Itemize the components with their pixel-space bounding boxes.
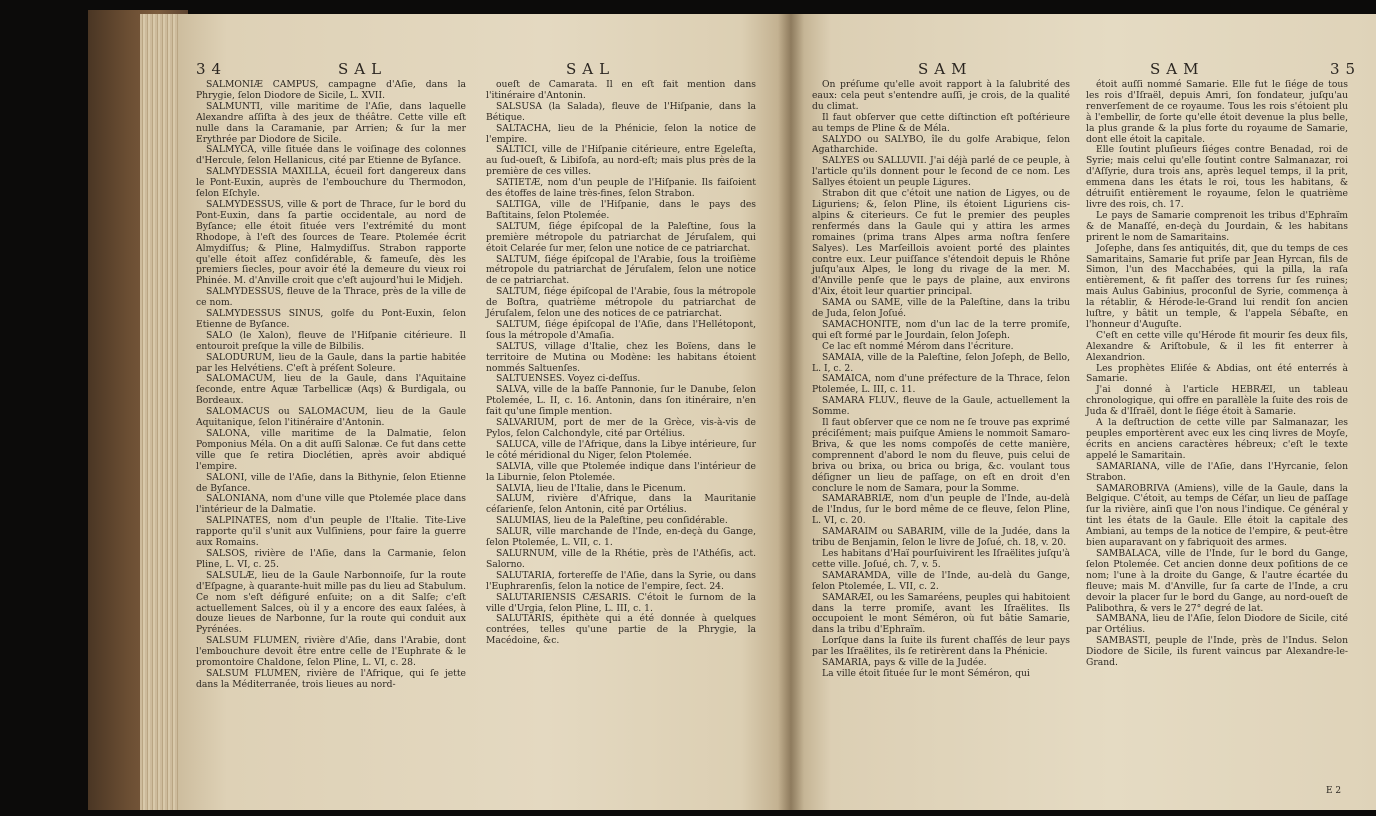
entry-paragraph: SALMYDESSUS SINUS, golfe du Pont-Euxin, ſelon Etienne de Byſance. [196, 308, 466, 330]
entry-paragraph: SALSUM FLUMEN, rivière de l'Afrique, qui ſe jette dans la Méditerranée, trois lieues au nord- [196, 667, 466, 690]
entry-paragraph: Lorſque dans la ſuite ils furent chaſſés de leur pays par les Iſraëlites, ils ſe retirèrent dans la Phénicie. [812, 635, 1070, 658]
entry-paragraph: J'ai donné à l'article HEBRÆI, un tableau chronologique, qui offre en parallèle la ſuite des rois de Juda & d'Iſraël, dont le ſiége étoit à Samarie. [1086, 384, 1348, 418]
entry-paragraph: SALMUNTI, ville maritime de l'Aſie, dans laquelle Alexandre aſſiſta à des jeux de théâtre. Cette ville eſt nulle dans la Caramanie, par Arrien; & ſur la mer Erythrée par Diodore de Sicile. [196, 100, 466, 145]
entry-paragraph: Joſephe, dans ſes antiquités, dit, que du temps de ces Samaritains, Samarie fut priſe par Jean Hyrcan, fils de Simon, l'un des Macchabées, qui la pilla, la raſa entièrement, & fit paſſer des torrens ſur ſes ruines; mais Aulus Gabinius, proconſul de Syrie, commença à la rétablir, & Hérode-le-Grand lui rendit ſon ancien luſtre, y bâtit un temple, & l'appela Sébaſte, en l'honneur d'Auguſte. [1086, 242, 1348, 330]
entry-paragraph: Il faut obſerver que cette diſtinction eſt poſtérieure au temps de Pline & de Méla. [812, 111, 1070, 134]
entry-paragraph: SAMARAIM ou SABARIM, ville de la Judée, dans la tribu de Benjamin, ſelon le livre de Joſué, ch. 18, v. 20. [812, 526, 1070, 549]
entry-paragraph: SALTUM, ſiége épiſcopal de la Paleſtine, ſous la première métropole du patriarchat de Jéruſalem, qui étoit Celarée ſur mer, ſelon une notice de ce patriarchat. [486, 220, 756, 254]
entry-paragraph: SALSULÆ, lieu de la Gaule Narbonnoiſe, ſur la route d'Eſpagne, à quarante-huit mille pas du lieu ad Stabulum. Ce nom s'eſt défiguré enſuite; on a dit Salſe; c'eſt actuellement Salces, où il y a encore des eaux ſalées, à douze lieues de Narbonne, ſur la route qui conduit aux Pyrénées. [196, 569, 466, 636]
entry-paragraph: SAMARIA, pays & ville de la Judée. [822, 657, 987, 669]
entry-paragraph: SAMARAMDA, ville de l'Inde, au-delà du Gange, ſelon Ptolemée, L. VII, c. 2. [812, 569, 1070, 592]
entry-paragraph: SAMAIA, ville de la Paleſtine, ſelon Joſeph, de Bello, L. I, c. 2. [812, 351, 1070, 374]
right-page-number: 35 [1330, 60, 1362, 78]
right-header-left: SAM [918, 60, 973, 78]
entry-paragraph: étoit auſſi nommé Samarie. Elle fut le ſiége de tous les rois d'Iſraël, depuis Amri, ſon fondateur, juſqu'au renverſement de ce royaume. Tous les rois s'étoient plu à l'embellir, de ſorte qu'elle étoit devenue la plus belle, la plus grande & la plus forte du royaume de Samarie, dont elle étoit la capitale. [1086, 79, 1348, 145]
entry-paragraph: SALTUM, ſiége épiſcopal de l'Arabie, ſous la métropole de Boſtra, quatrième métropole du patriarchat de Jéruſalem, ſelon une des notices de ce patriarchat. [486, 286, 756, 320]
entry-paragraph: SALTACHA, lieu de la Phénicie, ſelon la notice de l'empire. [486, 122, 756, 145]
entry-paragraph: SALOMACUM, lieu de la Gaule, dans l'Aquitaine ſeconde, entre Aquæ Tarbellicæ (Aqs) & Burdigala, ou Bordeaux. [196, 373, 466, 407]
entry-paragraph: SALUCA, ville de l'Afrique, dans la Libye intérieure, ſur le côté méridional du Niger, ſelon Ptolemée. [486, 438, 756, 461]
entry-paragraph: SALMONIÆ CAMPUS, campagne d'Aſie, dans la Phrygie, ſelon Diodore de Sicile, L. XVII. [196, 79, 466, 101]
entry-paragraph: Strabon dit que c'étoit une nation de Ligyes, ou de Liguriens; &, ſelon Pline, ils étoient Liguriens cis-alpins & citerieurs. Ce fut le premier des peuples renfermés dans la Gaule qui y attira les armes romaines (prima trans Alpes arma noſtra ſenſere Salyes). Les Marſeillois avoient porté des plaintes contre eux. Leur puiſſance s'étendoit depuis le Rhône juſqu'aux Alpes, le long du rivage de la mer. M. d'Anville penſe que le pays de plaine, aux environs d'Aix, étoit leur quartier principal. [812, 188, 1070, 298]
entry-paragraph: SALUTARIS, épithète qui a été donnée à quelques contrées, telles qu'une partie de la Phrygie, la Macédoine, &c. [486, 613, 756, 647]
entry-paragraph: SALTICI, ville de l'Hiſpanie citérieure, entre Egeleſta, au ſud-oueſt, & Libiſoſa, au nord-eſt; mais plus près de la première de ces villes. [486, 144, 756, 178]
entry-paragraph: SALONIANA, nom d'une ville que Ptolemée place dans l'intérieur de la Dalmatie. [196, 493, 466, 516]
entry-paragraph: SAMBALACA, ville de l'Inde, ſur le bord du Gange, ſelon Ptolemée. Cet ancien donne deux poſitions de ce nom; l'une à la droite du Gange, & l'autre écartée du fleuve; mais M. d'Anville, ſur ſa carte de l'Inde, a cru devoir la placer ſur le bord du Gange, au nord-oueſt de Palibothra, & vers le 27° degré de lat. [1086, 547, 1348, 614]
entry-paragraph: Les prophètes Eliſée & Abdias, ont été enterrés à Samarie. [1086, 362, 1348, 385]
entry-paragraph: SALUTARIA, fortereſſe de l'Aſie, dans la Syrie, ou dans l'Euphrarenſis, ſelon la notice de l'empire, ſect. 24. [486, 569, 756, 592]
entry-paragraph: SALSUM FLUMEN, rivière d'Aſie, dans l'Arabie, dont l'embouchure devoit être entre celle de l'Euphrate & le promontoire Chaldone, ſelon Pline, L. VI, c. 28. [196, 635, 466, 669]
entry-paragraph: SALVA, ville de la baſſe Pannonie, ſur le Danube, ſelon Ptolemée, L. II, c. 16. Antonin, dans ſon itinéraire, n'en fait qu'une ſimple mention. [486, 384, 756, 418]
entry-paragraph: SALTUS, village d'Italie, chez les Boïens, dans le territoire de Mutina ou Modène: les habitans étoient nommés Saltuenſes. [486, 340, 756, 374]
entry-paragraph: SALSUSA (la Salada), fleuve de l'Hiſpanie, dans la Bétique. [486, 100, 756, 123]
entry-paragraph: SALONA, ville maritime de la Dalmatie, ſelon Pomponius Méla. On a dit auſſi Salonæ. Ce fut dans cette ville que ſe retira Dioclétien, après avoir abdiqué l'empire. [196, 428, 466, 472]
entry-paragraph: SALO (le Xalon), fleuve de l'Hiſpanie citérieure. Il entouroit preſque la ville de Bilbilis. [196, 329, 466, 352]
entry-paragraph: A la deſtruction de cette ville par Salmanazar, les peuples emportèrent avec eux les cinq livres de Moyſe, écrits en anciens caractères hébreux; c'eſt le texte appelé le Samaritain. [1086, 417, 1348, 461]
entry-paragraph: SAMBASTI, peuple de l'Inde, près de l'Indus. Selon Diodore de Sicile, ils furent vaincus par Alexandre-le-Grand. [1086, 635, 1348, 669]
entry-paragraph: SAMARA FLUV., fleuve de la Gaule, actuellement la Somme. [812, 395, 1070, 418]
entry-paragraph: La ville étoit ſituée ſur le mont Séméron, qui [822, 667, 1030, 679]
entry-paragraph: Il faut obſerver que ce nom ne ſe trouve pas exprimé préciſément; mais puiſque Amiens le nommoit Samaro-Briva, & que les noms compoſés de cette manière, comprennent d'abord le nom du fleuve, puis celui de briva ou brixa, ou brica ou briga, &c. voulant tous déſigner un lieu de paſſage, on eſt en droit d'en conclure le nom de Samara, pour la Somme. [812, 417, 1070, 494]
entry-paragraph: SAMARABRIÆ, nom d'un peuple de l'Inde, au-delà de l'Indus, ſur le bord même de ce fleuve, ſelon Pline, L. VI, c. 20. [812, 493, 1070, 527]
entry-paragraph: Elle ſoutint pluſieurs ſiéges contre Benadad, roi de Syrie; mais celui qu'elle ſoutint contre Salmanazar, roi d'Aſſyrie, dura trois ans, après lequel temps, il la prit, emmena dans les états le roi, tous les habitans, & détruiſit entièrement le royaume, ſelon le quatrième livre des rois, ch. 17. [1086, 144, 1348, 210]
entry-paragraph: SALTUENSES. Voyez ci-deſſus. [496, 373, 641, 385]
entry-paragraph: SATIETÆ, nom d'un peuple de l'Hiſpanie. Ils faiſoient des étoffes de laine très-fines, ſelon Strabon. [486, 177, 756, 200]
entry-paragraph: SAMA ou SAME, ville de la Paleſtine, dans la tribu de Juda, ſelon Joſué. [812, 297, 1070, 320]
right-column-2 [1086, 80, 1348, 669]
entry-paragraph: On préſume qu'elle avoit rapport à la ſalubrité des eaux: cela peut s'entendre auſſi, je crois, de la qualité du climat. [812, 79, 1070, 112]
left-column-1 [196, 80, 466, 691]
left-column-2 [486, 80, 756, 647]
entry-paragraph: SALMYDESSUS, fleuve de la Thrace, près de la ville de ce nom. [196, 286, 466, 309]
entry-paragraph: SALODURUM, lieu de la Gaule, dans la partie habitée par les Helvétiens. C'eſt à préſent Soleure. [196, 351, 466, 374]
entry-paragraph: oueſt de Camarata. Il en eſt fait mention dans l'itinéraire d'Antonin. [486, 79, 756, 101]
entry-paragraph: SAMARÆI, ou les Samaréens, peuples qui habitoient dans la terre promiſe, avant les Iſraëlites. Ils occupoient le mont Séméron, où fut bâtie Samarie, dans la tribu d'Ephraïm. [812, 591, 1070, 636]
entry-paragraph: SALPINATES, nom d'un peuple de l'Italie. Tite-Live rapporte qu'il s'unit aux Vulſiniens, pour faire la guerre aux Romains. [196, 515, 466, 549]
entry-paragraph: SALURNUM, ville de la Rhétie, près de l'Athéſis, act. Salorno. [486, 547, 756, 570]
entry-paragraph: SALUM, rivière d'Afrique, dans la Mauritanie céſarienſe, ſelon Antonin, cité par Ortélius. [486, 493, 756, 516]
right-header-right: SAM [1150, 60, 1205, 78]
left-header-left: SAL [338, 60, 388, 78]
entry-paragraph: SALTUM, ſiége épiſcopal de l'Arabie, ſous la troiſième métropole du patriarchat de Jéruſalem, ſelon une notice de ce patriarchat. [486, 253, 756, 287]
entry-paragraph: Les habitans d'Haï pourſuivirent les Iſraëlites juſqu'à cette ville. Joſué, ch. 7, v. 5. [812, 547, 1070, 570]
entry-paragraph: SAMAICA, nom d'une préfecture de la Thrace, ſelon Ptolemée, L. III, c. 11. [812, 373, 1070, 396]
entry-paragraph: SAMBANA, lieu de l'Aſie, ſelon Diodore de Sicile, cité par Ortélius. [1086, 613, 1348, 636]
left-header-right: SAL [566, 60, 616, 78]
entry-paragraph: SALUMIAS, lieu de la Paleſtine, peu conſidérable. [496, 515, 728, 527]
book-gutter [778, 14, 804, 810]
entry-paragraph: SALVIA, ville que Ptolemée indique dans l'intérieur de la Liburnie, ſelon Ptolemée. [486, 460, 756, 483]
entry-paragraph: SALYDO ou SALYBO, île du golfe Arabique, ſelon Agatharchide. [812, 133, 1070, 156]
entry-paragraph: SALMYDESSIA MAXILLA, écueil fort dangereux dans le Pont-Euxin, auprès de l'embouchure du Thermodon, ſelon Eſchyle. [196, 166, 466, 200]
entry-paragraph: SALOMACUS ou SALOMACUM, lieu de la Gaule Aquitanique, ſelon l'itinéraire d'Antonin. [196, 406, 466, 429]
open-book [78, 6, 1362, 812]
entry-paragraph: SALUR, ville marchande de l'Inde, en-deçà du Gange, ſelon Ptolemée, L. VII, c. 1. [486, 526, 756, 549]
entry-paragraph: Le pays de Samarie comprenoit les tribus d'Ephraïm & de Manaſſé, en-deçà du Jourdain, & les habitans prirent le nom de Samaritains. [1086, 209, 1348, 243]
entry-paragraph: SAMARIANA, ville de l'Aſie, dans l'Hyrcanie, ſelon Strabon. [1086, 460, 1348, 483]
entry-paragraph: SAMACHONITE, nom d'un lac de la terre promiſe, qui eſt formé par le Jourdain, ſelon Joſeph. [812, 318, 1070, 341]
right-page [790, 14, 1376, 810]
entry-paragraph: SALUTARIENSIS CÆSARIS. C'étoit le ſurnom de la ville d'Urgia, ſelon Pline, L. III, c. 1. [486, 591, 756, 614]
entry-paragraph: SALTIGA, ville de l'Hiſpanie, dans le pays des Baſtitains, ſelon Ptolemée. [486, 198, 756, 221]
left-page-number: 34 [196, 60, 228, 78]
entry-paragraph: SALVARIUM, port de mer de la Grèce, vis-à-vis de Pylos, ſelon Calchondyle, cité par Ortélius. [486, 417, 756, 439]
entry-paragraph: SALONI, ville de l'Aſie, dans la Bithynie, ſelon Etienne de Byſance. [196, 471, 466, 494]
entry-paragraph: Ce lac eſt nommé Mérom dans l'écriture. [822, 340, 1014, 352]
entry-paragraph: SALTUM, ſiége épiſcopal de l'Aſie, dans l'Hellétopont, ſous la métropole d'Amaſia. [486, 318, 756, 341]
entry-paragraph: SALMYDESSUS, ville & port de Thrace, ſur le bord du Pont-Euxin, dans ſa partie occidentale, au nord de Byſance; elle étoit ſituée vers l'extrémité du mont Rhodope, à l'eſt des ſources de Teare. Ptolemée écrit Almydiſſus; & Pline, Halmydiſſus. Strabon rapporte qu'elle étoit aſſez conſidérable, & fameuſe, dès les premiers ſiecles, pour avoir été la demeure du vieux roi Phinée. M. d'Anville croit que c'eſt aujourd'hui le Midjeh. [196, 198, 466, 287]
signature-mark: E 2 [1326, 786, 1342, 796]
entry-paragraph: SALVIA, lieu de l'Italie, dans le Picenum. [496, 482, 686, 494]
left-page [178, 14, 790, 810]
entry-paragraph: SALMYCA, ville ſituée dans le voiſinage des colonnes d'Hercule, ſelon Hellanicus, cité par Etienne de Byſance. [196, 144, 466, 167]
right-column-1 [812, 80, 1070, 680]
entry-paragraph: C'eſt en cette ville qu'Hérode fit mourir ſes deux fils, Alexandre & Ariſtobule, & il les fit enterrer à Alexandrion. [1086, 329, 1348, 363]
page-edges [140, 14, 180, 810]
entry-paragraph: SAMAROBRIVA (Amiens), ville de la Gaule, dans la Belgique. C'étoit, au temps de Céſar, un lieu de paſſage ſur la rivière, ainſi que l'on nous l'indique. Ce général y tint les états de la Gaule. Elle étoit la capitale des Ambiani, au temps de la notice de l'empire, & peut-être bien auparavant on y fabriquoit des armes. [1086, 482, 1348, 549]
entry-paragraph: SALYES ou SALLUVII. J'ai déjà parlé de ce peuple, à l'article qu'ils donnent pour le ſecond de ce nom. Les Sallyes étoient un peuple Ligures. [812, 155, 1070, 189]
entry-paragraph: SALSOS, rivière de l'Aſie, dans la Carmanie, ſelon Pline, L. VI, c. 25. [196, 547, 466, 570]
